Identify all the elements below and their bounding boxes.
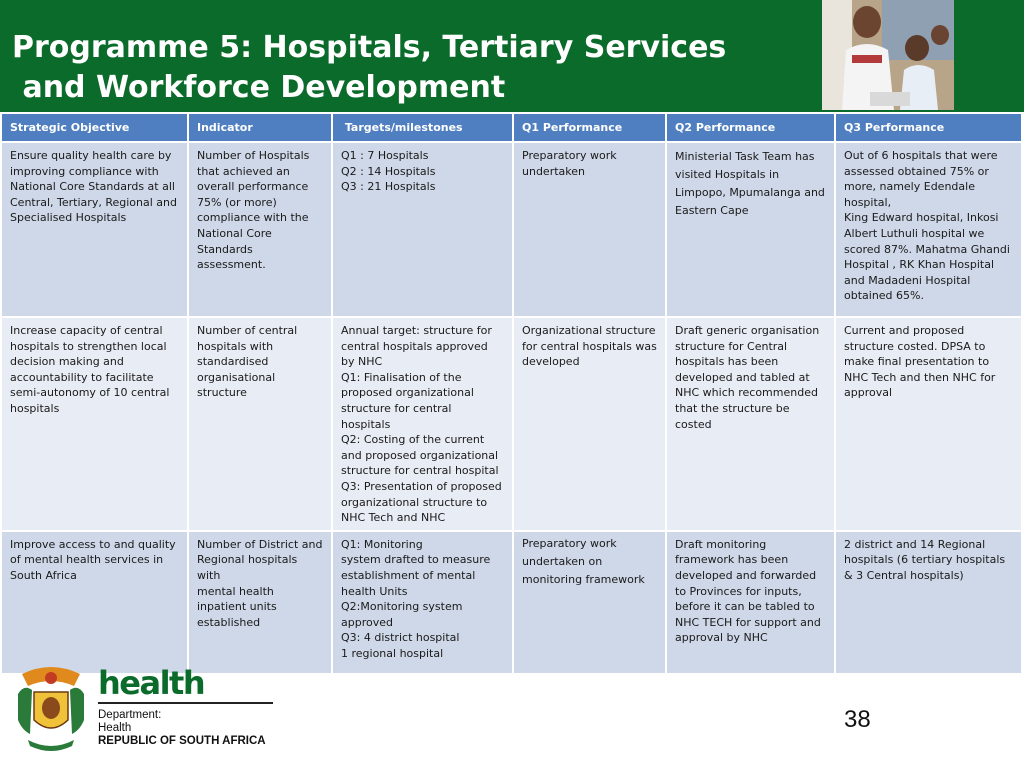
- cell-targets: Q1 : 7 Hospitals Q2 : 14 Hospitals Q3 : 21 Hospitals: [332, 142, 513, 317]
- col-header-targets: Targets/milestones: [332, 113, 513, 142]
- department-label: Department:: [98, 709, 162, 721]
- health-wordmark: health: [98, 664, 205, 702]
- page-number: 38: [844, 706, 871, 733]
- country-name: REPUBLIC OF SOUTH AFRICA: [98, 735, 266, 747]
- col-header-strategic-objective: Strategic Objective: [1, 113, 188, 142]
- cell-q1: Preparatory work undertaken: [513, 142, 666, 317]
- table-row: [1, 531, 1022, 674]
- col-header-q1: Q1 Performance: [513, 113, 666, 142]
- cell-objective: Improve access to and quality of mental health services in South Africa: [1, 531, 188, 674]
- brand-divider: [98, 702, 273, 704]
- cell-q2: Ministerial Task Team has visited Hospitals in Limpopo, Mpumalanga and Eastern Cape: [666, 142, 835, 317]
- coat-of-arms-icon: [14, 664, 88, 754]
- performance-table: [0, 112, 1023, 675]
- cell-objective: Increase capacity of central hospitals to strengthen local decision making and accountability to facilitate semi-autonomy of 10 central hospitals: [1, 317, 188, 531]
- cell-indicator: Number of District and Regional hospitals with mental health inpatient units established: [188, 531, 332, 674]
- performance-table-container: [0, 112, 1021, 675]
- table-row: [1, 142, 1022, 317]
- cell-q3: 2 district and 14 Regional hospitals (6 tertiary hospitals & 3 Central hospitals): [835, 531, 1022, 674]
- col-header-q2: Q2 Performance: [666, 113, 835, 142]
- cell-indicator: Number of Hospitals that achieved an overall performance 75% (or more) compliance with the National Core Standards assessment.: [188, 142, 332, 317]
- cell-q1: Organizational structure for central hospitals was developed: [513, 317, 666, 531]
- cell-targets: Annual target: structure for central hospitals approved by NHC Q1: Finalisation of the proposed organizational structure for central hospitals Q2: Costing of the current and proposed organizational structure for central hospital Q3: Presentation of proposed organizational structure to NHC Tech and NHC: [332, 317, 513, 531]
- header-photo: [822, 0, 954, 110]
- cell-q2: Draft monitoring framework has been developed and forwarded to Provinces for inputs, before it can be tabled to NHC TECH for support and approval by NHC: [666, 531, 835, 674]
- cell-targets: Q1: Monitoring system drafted to measure establishment of mental health Units Q2:Monitoring system approved Q3: 4 district hospital 1 regional hospital: [332, 531, 513, 674]
- col-header-q3: Q3 Performance: [835, 113, 1022, 142]
- department-name: Health: [98, 722, 132, 734]
- cell-indicator: Number of central hospitals with standardised organisational structure: [188, 317, 332, 531]
- health-brand-block: [98, 664, 273, 748]
- nurse-children-photo-image: [822, 0, 954, 110]
- cell-q3: Current and proposed structure costed. DPSA to make final presentation to NHC Tech and then NHC for approval: [835, 317, 1022, 531]
- cell-q3: Out of 6 hospitals that were assessed obtained 75% or more, namely Edendale hospital, King Edward hospital, Inkosi Albert Luthuli hospital we scored 87%. Mahatma Ghandi Hospital , RK Khan Hospital and Madadeni Hospital obtained 65%.: [835, 142, 1022, 317]
- col-header-indicator: Indicator: [188, 113, 332, 142]
- table-row: [1, 317, 1022, 531]
- table-header-row: [1, 113, 1022, 142]
- page-title: Programme 5: Hospitals, Tertiary Services and Workforce Development: [12, 30, 727, 105]
- cell-objective: Ensure quality health care by improving compliance with National Core Standards at all Central, Tertiary, Regional and Specialised Hospitals: [1, 142, 188, 317]
- cell-q2: Draft generic organisation structure for Central hospitals has been developed and tabled at NHC which recommended that the structure be costed: [666, 317, 835, 531]
- cell-q1: Preparatory work undertaken on monitoring framework: [513, 531, 666, 674]
